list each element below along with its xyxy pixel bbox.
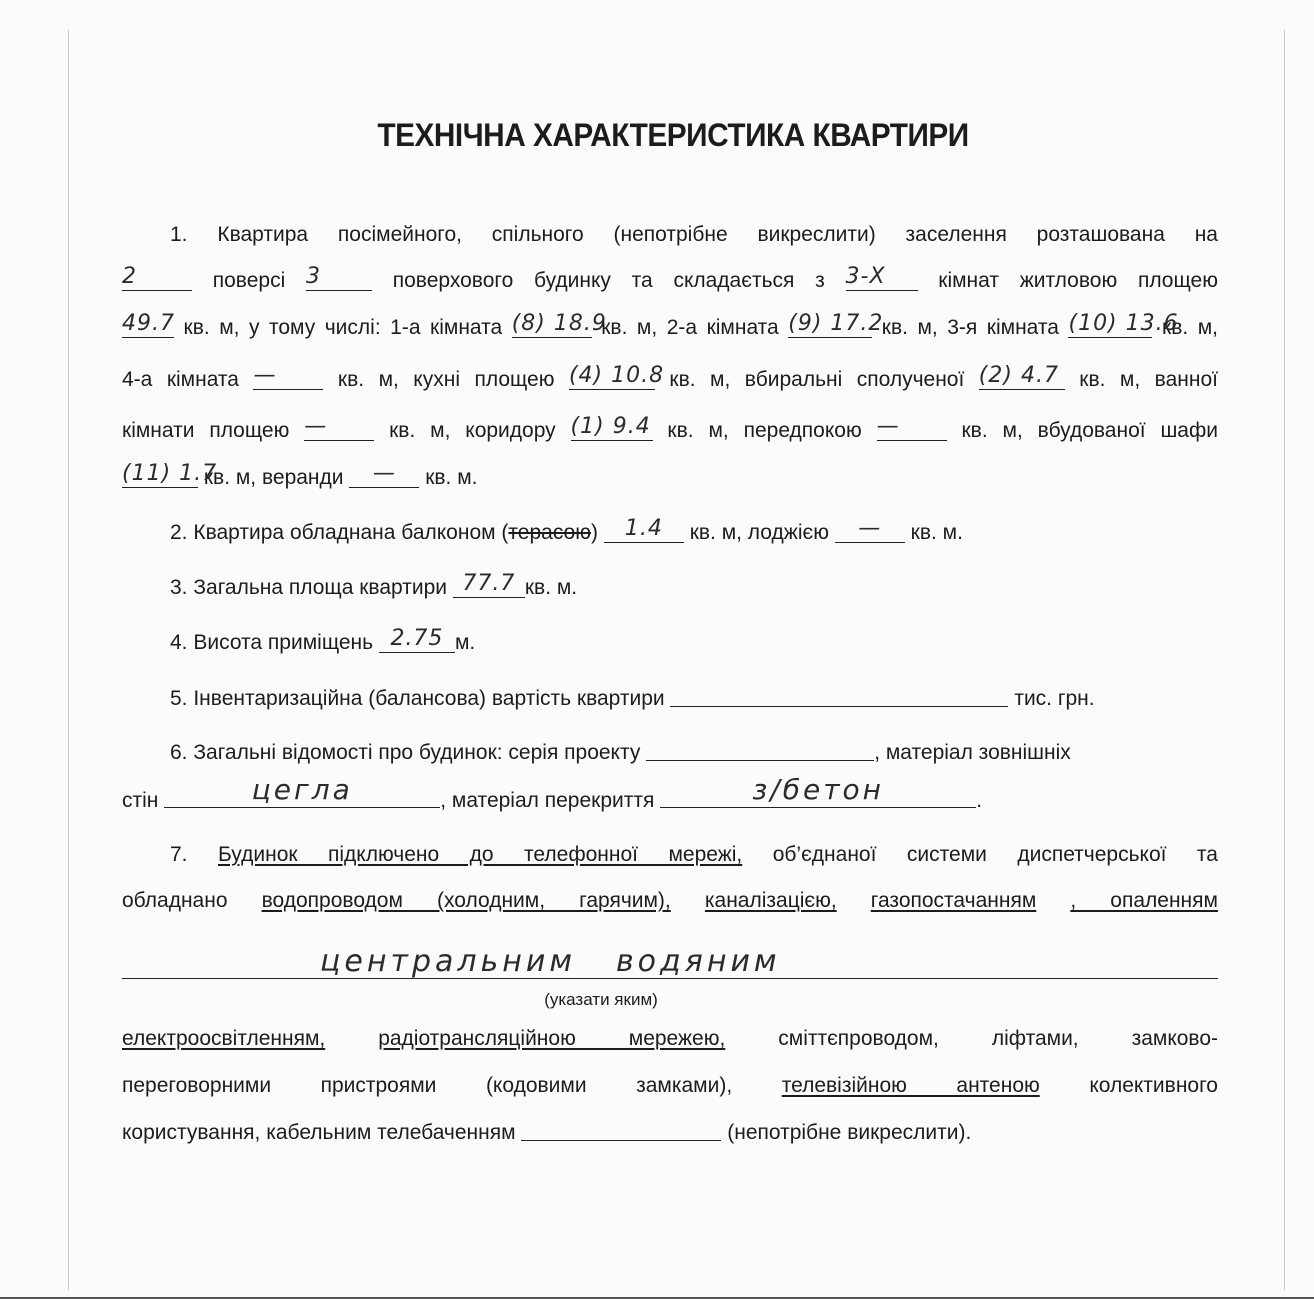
floor-value: 2 bbox=[122, 264, 137, 289]
floors-material-value: з/бетон bbox=[752, 773, 884, 806]
p1-line-3: 49.7 кв. м, у тому числі: 1-а кімната (8) 18.9 кв. м, 2-а кімната (9) 17.2 кв. м, 3-я кімната (10) 13.6 кв. м, bbox=[122, 311, 1218, 339]
room4-value: — bbox=[253, 363, 277, 388]
p7-line-2: обладнано водопроводом (холодним, гарячим), каналізацією, газопостачанням , опаленням bbox=[122, 889, 1218, 912]
p1-line-6: (11) 1.7 кв. м, веранди — кв. м. bbox=[122, 461, 478, 489]
room1-value: (8) 18.9 bbox=[511, 311, 607, 336]
p5-line: 5. Інвентаризаційна (балансова) вартість квартири тис. грн. bbox=[170, 684, 1218, 714]
page-edge-left bbox=[68, 30, 69, 1290]
height-value: 2.75 bbox=[390, 626, 444, 651]
p6-line-2: стін цегла , матеріал перекриття з/бетон . bbox=[122, 773, 983, 812]
heating-type-line bbox=[122, 978, 1218, 979]
loggia-value: — bbox=[858, 516, 882, 541]
total-area-value: 77.7 bbox=[462, 571, 516, 596]
living-area-value: 49.7 bbox=[122, 311, 175, 336]
room2-value: (9) 17.2 bbox=[788, 311, 884, 336]
p1-line-5: кімнати площею — кв. м, коридору (1) 9.4 кв. м, передпокою — кв. м, вбудованої шафи bbox=[122, 414, 1218, 442]
kitchen-value: (4) 10.8 bbox=[568, 363, 665, 388]
bath-value: — bbox=[304, 414, 328, 439]
document-title: ТЕХНІЧНА ХАРАКТЕРИСТИКА КВАРТИРИ bbox=[377, 117, 969, 153]
inventory-value-blank bbox=[670, 684, 1008, 707]
corridor-value: (1) 9.4 bbox=[570, 414, 651, 439]
wardrobe-value: (11) 1.7 bbox=[122, 461, 218, 486]
room3-value: (10) 13.6 bbox=[1068, 311, 1179, 336]
p4-line: 4. Висота приміщень 2.75 м. bbox=[170, 626, 476, 654]
p7-line-5: користування, кабельним телебаченням (непотрібне викреслити). bbox=[122, 1118, 1218, 1148]
p7-line-1: 7. Будинок підключено до телефонної мережі, об’єднаної системи диспетчерської та bbox=[170, 843, 1218, 866]
page-edge-right bbox=[1284, 30, 1285, 1290]
wc-value: (2) 4.7 bbox=[978, 363, 1059, 388]
project-series-blank bbox=[646, 738, 874, 761]
p7-line-3: електроосвітленням, радіотрансляційною мережею, сміттєпроводом, ліфтами, замково- bbox=[122, 1027, 1219, 1050]
hall-value: — bbox=[876, 414, 900, 439]
heating-type-handwritten: центральним водяним bbox=[320, 944, 781, 979]
floors-total-value: 3 bbox=[306, 264, 321, 289]
cable-tv-blank bbox=[521, 1118, 721, 1141]
heating-type-caption: (указати яким) bbox=[544, 990, 658, 1009]
p3-line: 3. Загальна площа квартири 77.7 кв. м. bbox=[170, 571, 578, 599]
walls-material-value: цегла bbox=[251, 773, 353, 806]
p1-line-1: 1. Квартира посімейного, спільного (непотрібне викреслити) заселення розташована на bbox=[170, 223, 1218, 246]
p6-line-1: 6. Загальні відомості про будинок: серія проекту , матеріал зовнішніх bbox=[170, 738, 1218, 768]
p2-line: 2. Квартира обладнана балконом (терасою) 1.4 кв. м, лоджією — кв. м. bbox=[170, 516, 963, 544]
veranda-value: — bbox=[372, 461, 396, 486]
p1-line-4: 4-а кімната — кв. м, кухні площею (4) 10.8 кв. м, вбиральні сполученої (2) 4.7 кв. м, ванної bbox=[122, 363, 1218, 391]
p7-line-4: переговорними пристроями (кодовими замками), телевізійною антеною колективного bbox=[122, 1074, 1218, 1097]
p1-line-2: 2 поверсі 3 поверхового будинку та складається з 3-Х кімнат житловою площею bbox=[122, 264, 1218, 292]
rooms-value: 3-Х bbox=[845, 264, 886, 289]
balcony-value: 1.4 bbox=[624, 516, 663, 541]
